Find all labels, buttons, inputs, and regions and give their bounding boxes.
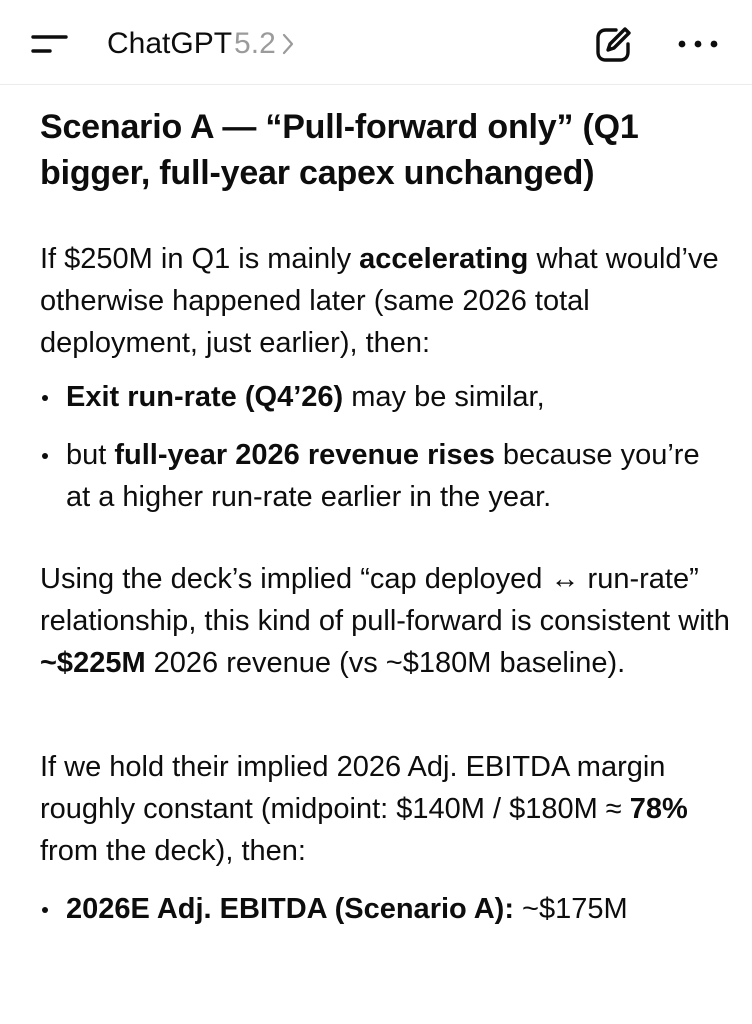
text-span: ~$175M [514, 893, 628, 925]
bold-text: 2026E Adj. EBITDA (Scenario A): [66, 893, 514, 925]
list-item [40, 888, 730, 930]
text-span: Using the deck’s implied “cap deployed ↔ run-rate” relationship, this kind of pull-forward is consistent with [40, 563, 730, 637]
paragraph-deck-relationship [40, 558, 730, 684]
text-span: If $250M in Q1 is mainly [40, 243, 360, 275]
more-options-button[interactable] [672, 24, 724, 64]
model-version: 5.2 [234, 27, 276, 60]
text-span: If we hold their implied 2026 Adj. EBITDA margin roughly constant (midpoint: $140M / $180M ≈ [40, 751, 666, 825]
bold-text: accelerating [359, 243, 529, 275]
bold-text: Exit run-rate (Q4’26) [66, 381, 344, 413]
bold-text: 78% [629, 793, 688, 825]
menu-icon [30, 24, 76, 64]
text-span: may be similar, [343, 381, 545, 413]
text-span: from the deck), then: [40, 835, 306, 867]
list-item [40, 434, 730, 518]
text-span: because you’re at a higher run-rate earlier in the year. [66, 439, 700, 513]
text-span: but [66, 439, 115, 471]
scenario-heading: Scenario A — “Pull-forward only” (Q1 bigger, full-year capex unchanged) [40, 108, 639, 192]
top-bar [0, 0, 752, 85]
menu-button[interactable] [30, 24, 76, 64]
text-span: what would’ve otherwise happened later (same 2026 total deployment, just earlier), then: [40, 243, 719, 359]
paragraph-ebitda-margin [40, 746, 730, 872]
bold-text: full-year 2026 revenue rises [114, 439, 495, 471]
text-span: 2026 revenue (vs ~$180M baseline). [145, 647, 626, 679]
assistant-message [40, 100, 730, 930]
new-chat-icon [592, 24, 636, 64]
more-icon [672, 24, 724, 64]
new-chat-button[interactable] [592, 24, 636, 64]
bold-text: ~$225M [40, 647, 146, 679]
list-item [40, 376, 730, 418]
bullet-list [40, 888, 730, 930]
chevron-right-icon [282, 33, 294, 55]
paragraph-intro [40, 238, 730, 364]
model-selector[interactable] [107, 24, 294, 64]
bullet-list [40, 376, 730, 518]
app-name: ChatGPT [107, 27, 233, 60]
